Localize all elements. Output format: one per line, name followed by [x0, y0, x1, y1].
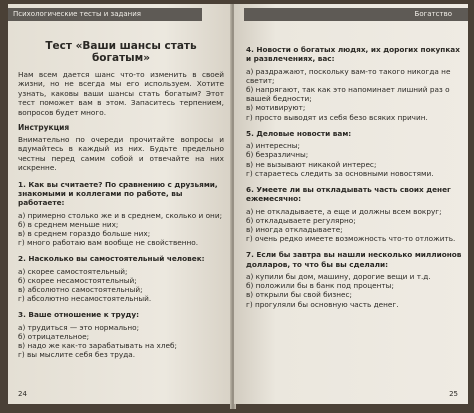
- answer-option: а) интересны;: [246, 141, 301, 151]
- question-block: [18, 254, 224, 303]
- intro-paragraph: Нам всем дается шанс что-то изменить в своей жизни, но не всегда мы его используем. Хотите узнать, каковы ваши шансы стать богатым? Этот тест поможет вам в этом. Запаситесь терпением, вопросов будет много.: [18, 70, 224, 117]
- answer-option: б) напрягают, так как это напоминает лишний раз о вашей бедности;: [246, 85, 450, 104]
- question-text: 2. Насколько вы самостоятельный человек:: [18, 254, 205, 264]
- answer-option: б) скорее несамостоятельный;: [18, 275, 137, 285]
- answer-option: а) не откладываете, а еще и должны всем вокруг;: [246, 206, 442, 216]
- answer-option: а) раздражают, поскольку вам-то такого никогда не светит;: [246, 66, 451, 85]
- question-text: 1. Как вы считаете? По сравнению с друзьями, знакомыми и коллегами по работе, вы работаете:: [18, 179, 218, 208]
- answer-option: г) стараетесь следить за основными новостями.: [246, 168, 434, 178]
- question-block: [18, 310, 224, 359]
- answer-option: б) отрицательное;: [18, 331, 90, 341]
- instruction-heading: Инструкция: [18, 123, 70, 133]
- answer-option: в) надо же как-то зарабатывать на хлеб;: [18, 341, 177, 351]
- answer-option: г) много работаю вам вообще не свойственно.: [18, 238, 199, 248]
- question-block: [18, 180, 224, 248]
- answer-option: г) абсолютно несамостоятельный.: [18, 294, 152, 304]
- answer-option: в) открыли бы свой бизнес;: [246, 290, 352, 300]
- answer-option: а) примерно столько же и в среднем, сколько и они;: [18, 210, 223, 220]
- question-block: [246, 185, 462, 243]
- answer-option: в) абсолютно самостоятельный;: [18, 285, 143, 295]
- question-block: [246, 129, 462, 178]
- page-number-left: 24: [18, 390, 27, 398]
- answer-option: б) безразличны;: [246, 150, 309, 160]
- instruction-paragraph: Внимательно по очереди прочитайте вопросы и вдумайтесь в каждый из них. Будьте предельно честны перед самим собой и отвечайте на них искренне.: [18, 135, 224, 173]
- test-title: Тест «Ваши шансы стать богатым»: [45, 40, 197, 64]
- question-block: [246, 45, 462, 122]
- answer-option: б) откладываете регулярно;: [246, 215, 356, 225]
- open-book: [8, 4, 470, 409]
- answer-option: г) прогуляли бы основную часть денег.: [246, 299, 399, 309]
- answer-option: б) в среднем меньше них;: [18, 219, 119, 229]
- answer-option: г) вы мыслите себя без труда.: [18, 350, 136, 360]
- answer-option: в) мотивируют;: [246, 103, 306, 113]
- question-text: 7. Если бы завтра вы нашли несколько миллионов долларов, то что бы вы сделали:: [246, 250, 462, 269]
- question-block: [246, 250, 462, 308]
- question-text: 3. Ваше отношение к труду:: [18, 310, 140, 320]
- question-text: 5. Деловые новости вам:: [246, 128, 352, 138]
- page-number-right: 25: [449, 390, 458, 398]
- answer-option: в) в среднем гораздо больше них;: [18, 228, 151, 238]
- answer-option: в) иногда откладываете;: [246, 224, 343, 234]
- left-page: [8, 4, 232, 404]
- right-page: [234, 4, 468, 404]
- answer-option: а) трудиться — это нормально;: [18, 322, 140, 332]
- answer-option: г) просто выводят из себя безо всяких причин.: [246, 112, 428, 122]
- answer-option: в) не вызывают никакой интерес;: [246, 159, 377, 169]
- answer-option: б) положили бы в банк под проценты;: [246, 281, 394, 291]
- running-head-left: Психологические тесты и задания: [8, 8, 202, 21]
- answer-option: г) очень редко имеете возможность что-то отложить.: [246, 234, 456, 244]
- question-text: 4. Новости о богатых людях, их дорогих покупках и развлечениях, вас:: [246, 45, 460, 64]
- running-head-right: Богатство: [244, 8, 468, 21]
- answer-option: а) скорее самостоятельный;: [18, 266, 128, 276]
- question-text: 6. Умеете ли вы откладывать часть своих денег ежемесячно:: [246, 184, 451, 204]
- answer-option: а) купили бы дом, машину, дорогие вещи и т.д.: [246, 271, 431, 281]
